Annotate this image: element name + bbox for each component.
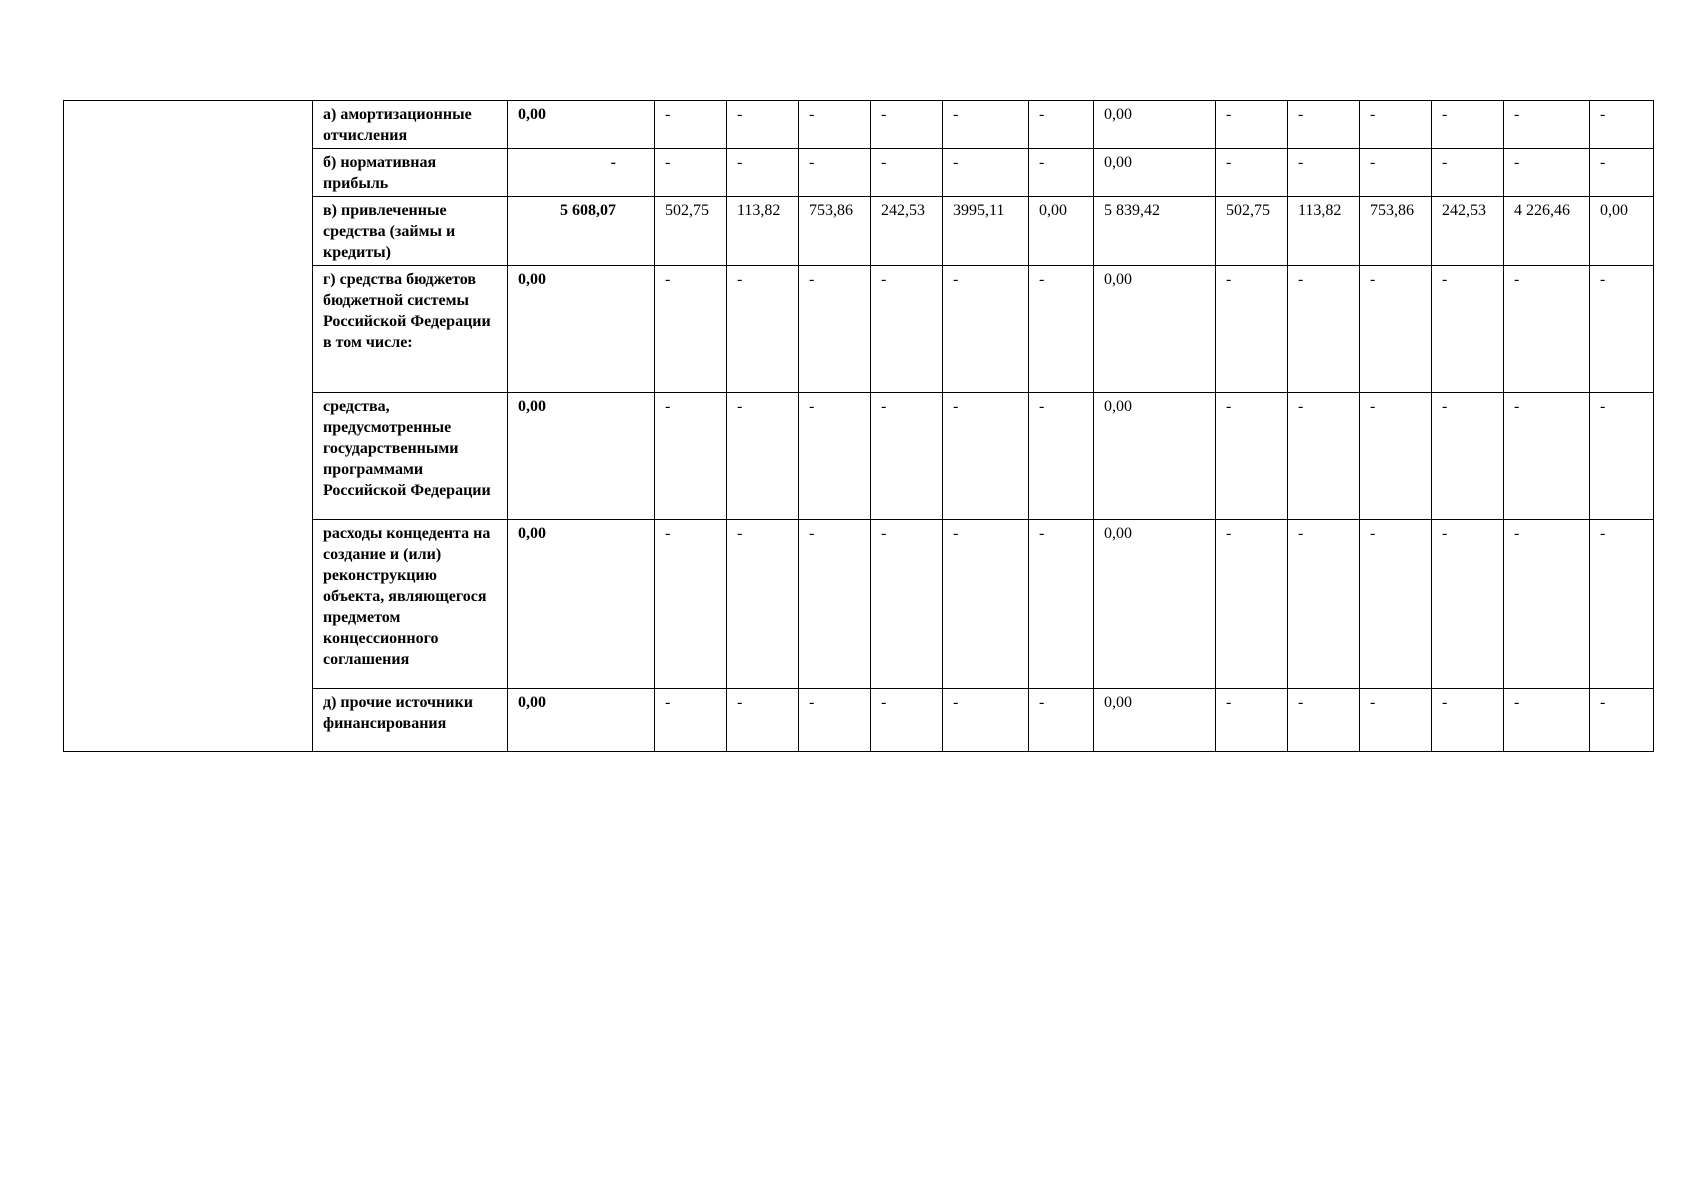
value-cell: 0,00 [1094, 520, 1216, 689]
value-cell: - [1216, 393, 1288, 520]
value-cell: - [1029, 520, 1094, 689]
value-cell: - [943, 149, 1029, 197]
table-body [64, 101, 1654, 752]
value-cell: 753,86 [1360, 197, 1432, 266]
value-cell: - [655, 393, 727, 520]
value-cell: - [1504, 393, 1590, 520]
value-cell: - [1590, 149, 1654, 197]
value-cell: - [1504, 101, 1590, 149]
value-cell: - [799, 266, 871, 393]
value-cell: - [871, 689, 943, 752]
value-cell: - [1590, 266, 1654, 393]
row-label: средства, предусмотренные государственными программами Российской Федерации [313, 393, 508, 520]
value-cell: 0,00 [1094, 101, 1216, 149]
value-cell: - [943, 689, 1029, 752]
row-label: а) амортизационные отчисления [313, 101, 508, 149]
value-cell: - [1432, 266, 1504, 393]
value-cell: 0,00 [1094, 393, 1216, 520]
value-cell: 242,53 [1432, 197, 1504, 266]
value-cell: 113,82 [1288, 197, 1360, 266]
value-cell: - [727, 101, 799, 149]
value-cell: - [1360, 149, 1432, 197]
value-cell: - [1216, 520, 1288, 689]
merged-empty-cell [64, 101, 313, 752]
value-cell: 0,00 [1094, 689, 1216, 752]
value-cell: - [655, 266, 727, 393]
value-cell: - [727, 149, 799, 197]
value-cell: - [1288, 149, 1360, 197]
value-cell: - [1504, 266, 1590, 393]
value-cell: - [727, 689, 799, 752]
row-total-cell: 0,00 [508, 266, 655, 393]
row-total-cell: 0,00 [508, 520, 655, 689]
value-cell: - [1360, 101, 1432, 149]
value-cell: - [727, 266, 799, 393]
row-label: г) средства бюджетов бюджетной системы Российской Федерации в том числе: [313, 266, 508, 393]
value-cell: - [1029, 393, 1094, 520]
value-cell: - [1216, 149, 1288, 197]
value-cell: - [1504, 689, 1590, 752]
value-cell: - [799, 520, 871, 689]
value-cell: - [655, 689, 727, 752]
value-cell: - [1288, 393, 1360, 520]
value-cell: - [799, 393, 871, 520]
value-cell: - [1288, 689, 1360, 752]
financing-sources-table [63, 100, 1654, 752]
value-cell: 0,00 [1094, 149, 1216, 197]
value-cell: - [871, 266, 943, 393]
value-cell: - [871, 393, 943, 520]
value-cell: 753,86 [799, 197, 871, 266]
value-cell: - [1590, 101, 1654, 149]
value-cell: - [871, 101, 943, 149]
value-cell: - [943, 101, 1029, 149]
value-cell: - [1504, 520, 1590, 689]
value-cell: - [1432, 101, 1504, 149]
value-cell: - [727, 520, 799, 689]
value-cell: - [1029, 149, 1094, 197]
value-cell: - [1432, 520, 1504, 689]
value-cell: - [799, 689, 871, 752]
value-cell: - [943, 266, 1029, 393]
row-total-cell: - [508, 149, 655, 197]
value-cell: - [1216, 266, 1288, 393]
value-cell: - [655, 101, 727, 149]
table-row [64, 101, 1654, 149]
value-cell: 242,53 [871, 197, 943, 266]
value-cell: 0,00 [1094, 266, 1216, 393]
value-cell: - [871, 149, 943, 197]
value-cell: - [655, 520, 727, 689]
value-cell: - [1590, 520, 1654, 689]
value-cell: - [1029, 266, 1094, 393]
value-cell: 0,00 [1590, 197, 1654, 266]
value-cell: - [1029, 101, 1094, 149]
value-cell: - [1029, 689, 1094, 752]
value-cell: 3995,11 [943, 197, 1029, 266]
value-cell: - [1360, 266, 1432, 393]
row-label: б) нормативная прибыль [313, 149, 508, 197]
value-cell: - [727, 393, 799, 520]
value-cell: - [943, 520, 1029, 689]
value-cell: 502,75 [1216, 197, 1288, 266]
value-cell: - [1288, 101, 1360, 149]
row-total-cell: 0,00 [508, 689, 655, 752]
value-cell: - [871, 520, 943, 689]
value-cell: - [799, 149, 871, 197]
value-cell: - [1288, 520, 1360, 689]
row-label: в) привлеченные средства (займы и кредиты) [313, 197, 508, 266]
value-cell: - [1504, 149, 1590, 197]
row-label: расходы концедента на создание и (или) реконструкцию объекта, являющегося предметом концессионного соглашения [313, 520, 508, 689]
value-cell: 5 839,42 [1094, 197, 1216, 266]
row-total-cell: 0,00 [508, 393, 655, 520]
value-cell: 0,00 [1029, 197, 1094, 266]
row-total-cell: 0,00 [508, 101, 655, 149]
value-cell: - [1216, 101, 1288, 149]
row-label: д) прочие источники финансирования [313, 689, 508, 752]
value-cell: - [1360, 393, 1432, 520]
value-cell: - [655, 149, 727, 197]
value-cell: - [1360, 689, 1432, 752]
value-cell: - [1288, 266, 1360, 393]
value-cell: - [799, 101, 871, 149]
value-cell: - [1590, 689, 1654, 752]
value-cell: 113,82 [727, 197, 799, 266]
row-total-cell: 5 608,07 [508, 197, 655, 266]
value-cell: - [943, 393, 1029, 520]
value-cell: - [1590, 393, 1654, 520]
value-cell: - [1216, 689, 1288, 752]
value-cell: - [1432, 689, 1504, 752]
value-cell: - [1432, 393, 1504, 520]
value-cell: 502,75 [655, 197, 727, 266]
value-cell: - [1432, 149, 1504, 197]
value-cell: - [1360, 520, 1432, 689]
value-cell: 4 226,46 [1504, 197, 1590, 266]
